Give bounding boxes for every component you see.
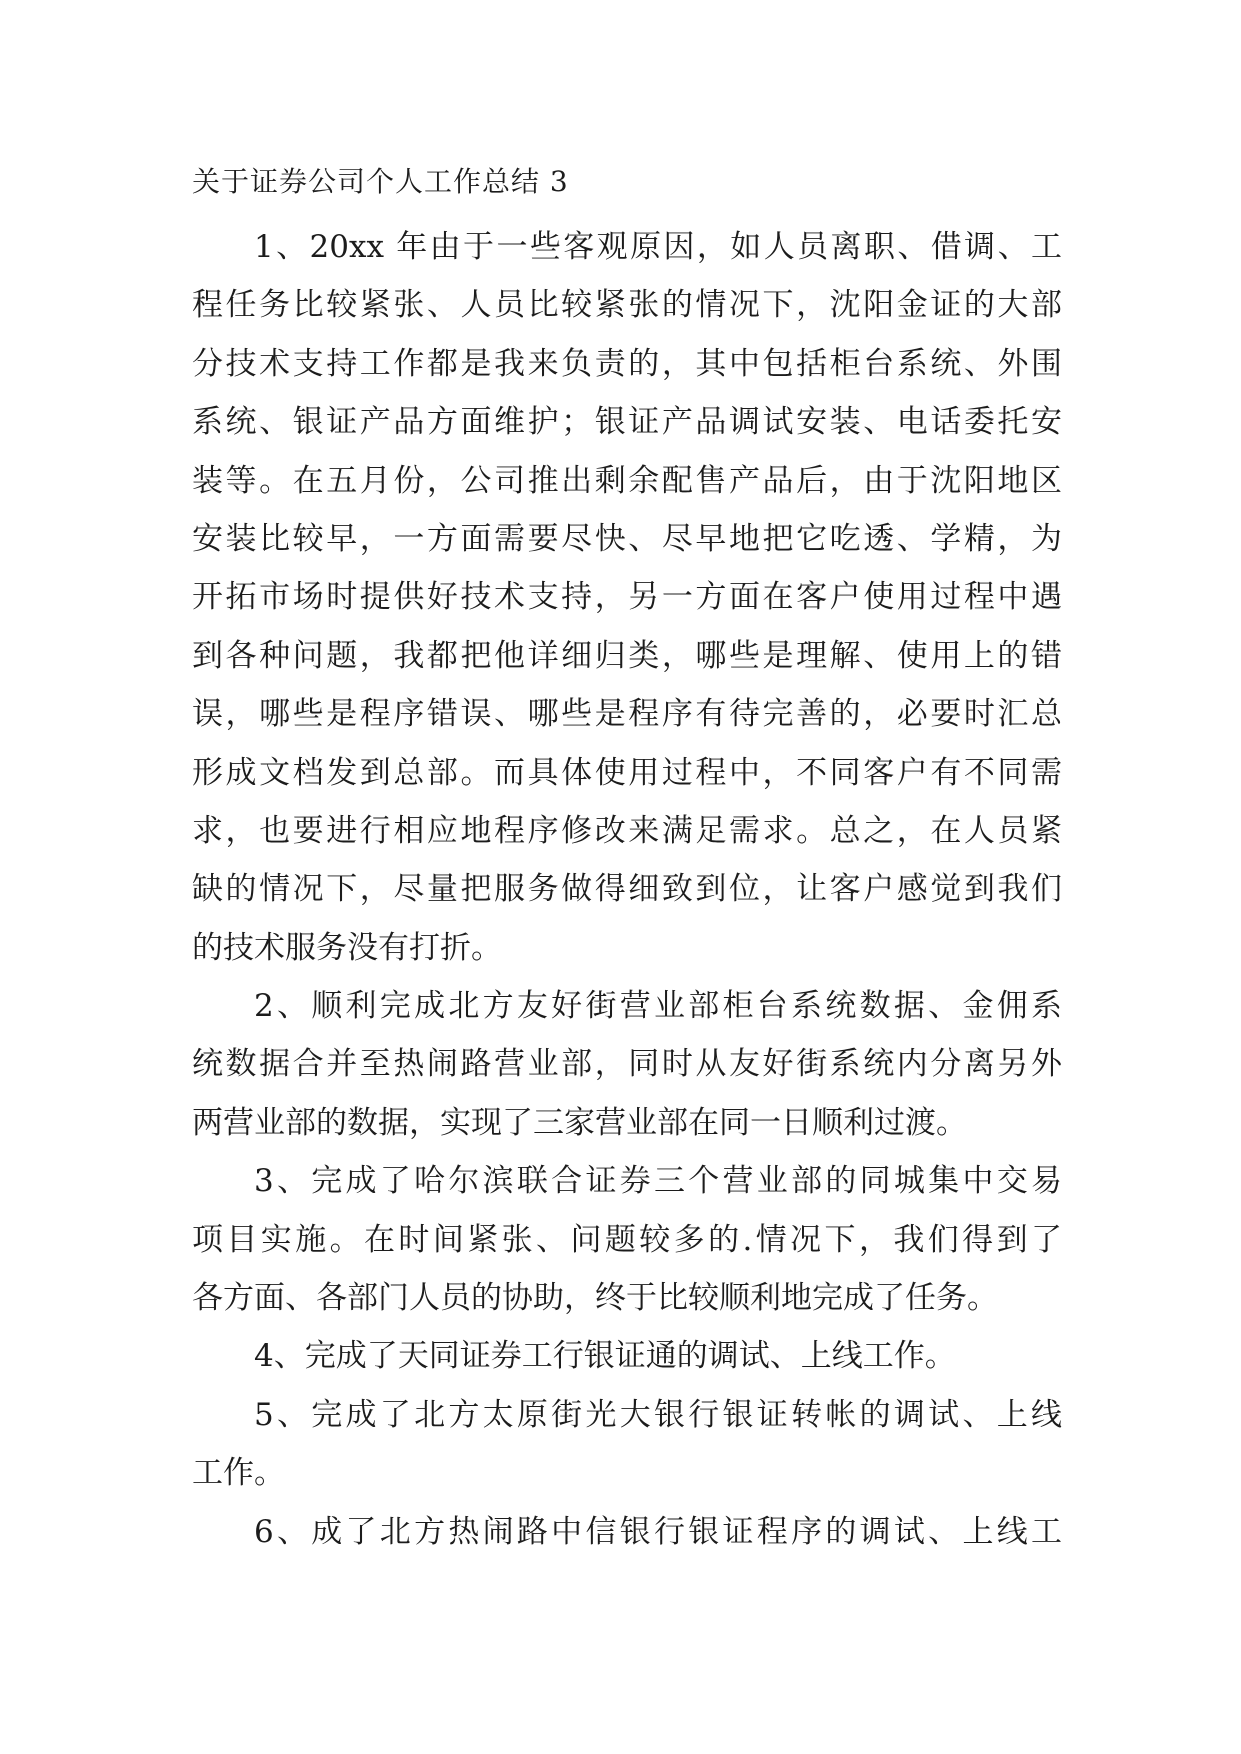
text-line: 4、完成了天同证券工行银证通的调试、上线工作。 xyxy=(254,1338,956,1375)
text-line: 统数据合并至热闹路营业部，同时从友好街系统内分离另外 xyxy=(192,1046,1062,1083)
document-body xyxy=(192,227,1062,1570)
text-line: 两营业部的数据，实现了三家营业部在同一日顺利过渡。 xyxy=(192,1104,967,1141)
text-line: 误，哪些是程序错误、哪些是程序有待完善的，必要时汇总 xyxy=(192,696,1062,733)
text-line: 2、顺利完成北方友好街营业部柜台系统数据、金佣系 xyxy=(254,988,1062,1025)
text-line: 3、完成了哈尔滨联合证券三个营业部的同城集中交易 xyxy=(254,1163,1062,1200)
text-line: 项目实施。在时间紧张、问题较多的.情况下，我们得到了 xyxy=(192,1221,1062,1258)
text-line: 开拓市场时提供好技术支持，另一方面在客户使用过程中遇 xyxy=(192,579,1062,616)
text-line: 程任务比较紧张、人员比较紧张的情况下，沈阳金证的大部 xyxy=(192,287,1062,324)
text-line: 求，也要进行相应地程序修改来满足需求。总之，在人员紧 xyxy=(192,812,1062,849)
text-line: 工作。 xyxy=(192,1455,285,1492)
text-line: 的技术服务没有打折。 xyxy=(192,929,502,966)
text-line: 安装比较早，一方面需要尽快、尽早地把它吃透、学精，为 xyxy=(192,520,1062,557)
text-line: 到各种问题，我都把他详细归类，哪些是理解、使用上的错 xyxy=(192,637,1062,674)
text-line: 6、成了北方热闹路中信银行银证程序的调试、上线工 xyxy=(254,1513,1062,1550)
text-line: 系统、银证产品方面维护；银证产品调试安装、电话委托安 xyxy=(192,404,1062,441)
text-line: 形成文档发到总部。而具体使用过程中，不同客户有不同需 xyxy=(192,754,1062,791)
text-line: 5、完成了北方太原街光大银行银证转帐的调试、上线 xyxy=(254,1396,1062,1433)
text-line: 各方面、各部门人员的协助，终于比较顺利地完成了任务。 xyxy=(192,1280,998,1317)
document-title: 关于证券公司个人工作总结 3 xyxy=(192,165,569,198)
text-line: 缺的情况下，尽量把服务做得细致到位，让客户感觉到我们 xyxy=(192,871,1062,908)
text-line: 装等。在五月份，公司推出剩余配售产品后，由于沈阳地区 xyxy=(192,462,1062,499)
text-line: 分技术支持工作都是我来负责的，其中包括柜台系统、外围 xyxy=(192,345,1062,382)
text-line: 1、20xx 年由于一些客观原因，如人员离职、借调、工 xyxy=(254,229,1062,265)
